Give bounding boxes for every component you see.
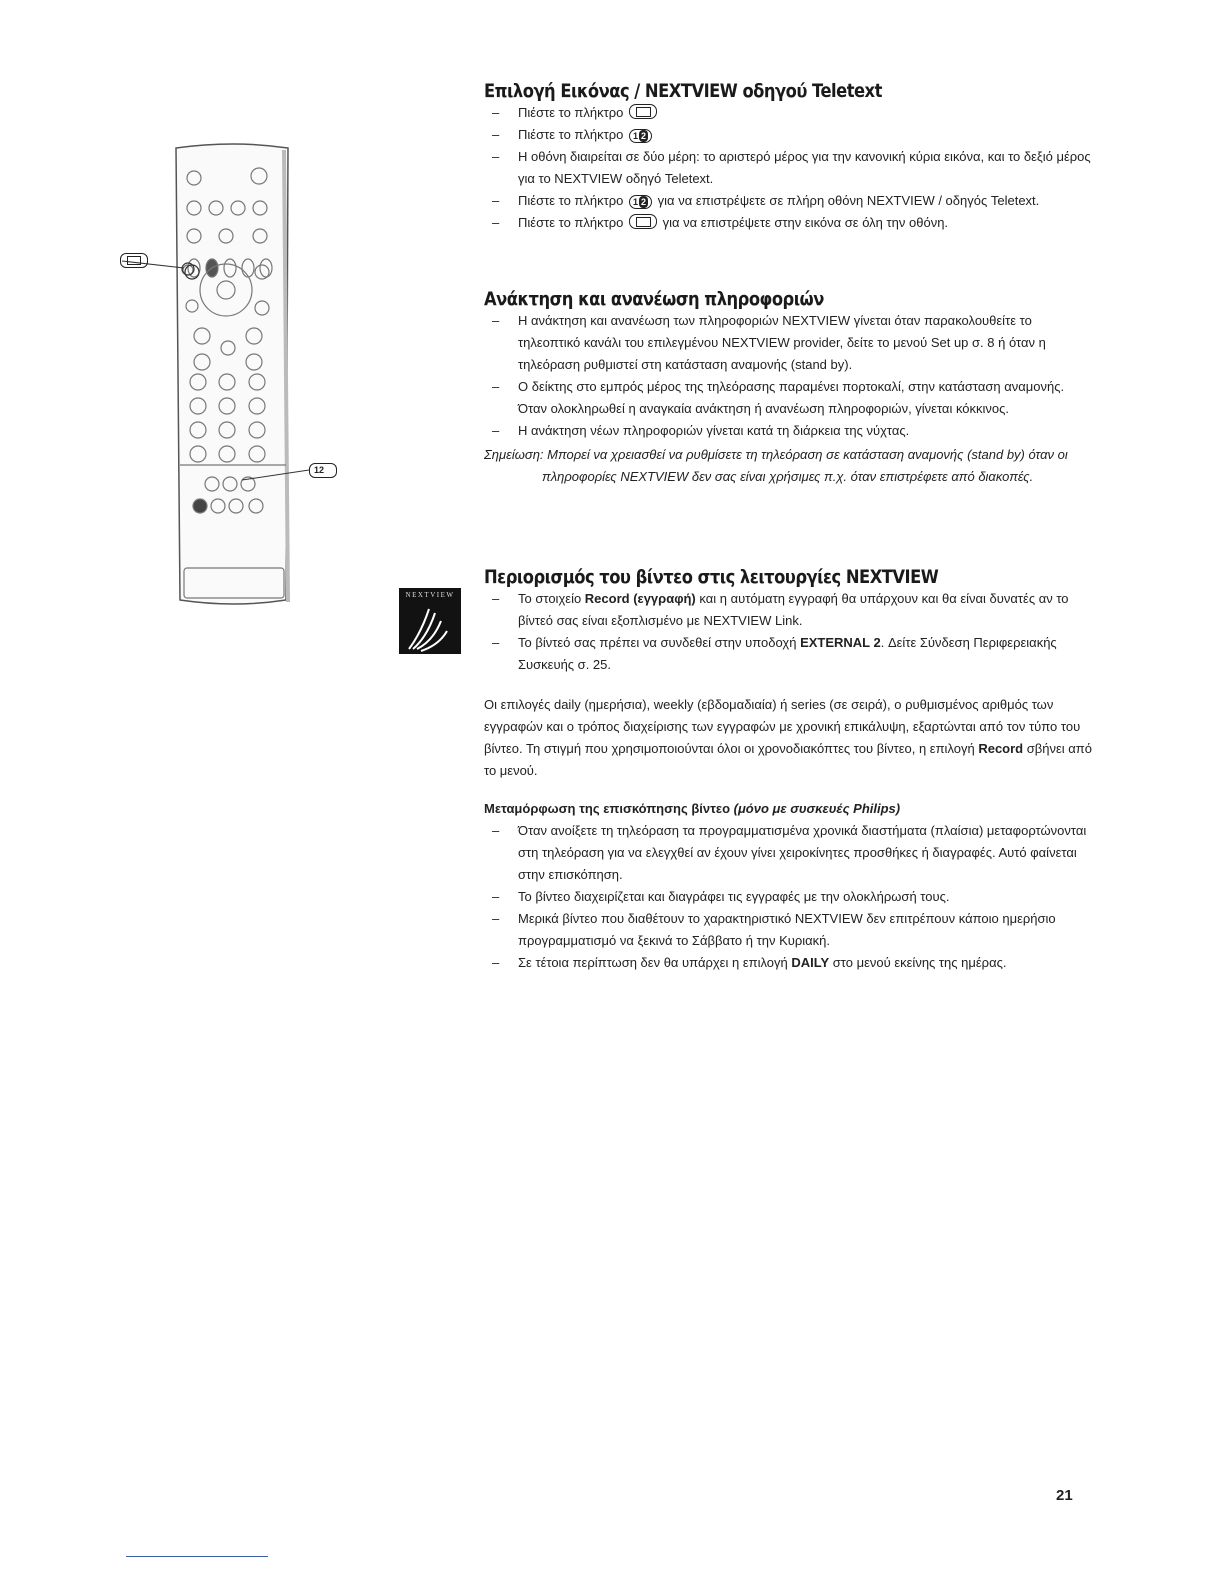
list-item: – Το βίντεό σας πρέπει να συνδεθεί στην υποδοχή EXTERNAL 2. Δείτε Σύνδεση Περιφερειακής Συσκευής σ. 25.	[484, 632, 1094, 676]
nextview-logo: NEXTVIEW	[399, 588, 461, 654]
list-item: – Όταν ανοίξετε τη τηλεόραση τα προγραμματισμένα χρονικά διαστήματα (πλαίσια) μεταφορτώνονται στη τηλεόραση για να ελεγχθεί αν έχουν γίνει χειροκίνητες προσθήκες ή διαγραφές. Αυτό φαίνεται στην επισκόπηση.	[484, 820, 1094, 886]
12-key-callout-icon: 12	[309, 463, 337, 478]
list-item: – Σε τέτοια περίπτωση δεν θα υπάρχει η επιλογή DAILY στο μενού εκείνης της ημέρας.	[484, 952, 1094, 974]
12-key-icon: 1 2	[629, 195, 652, 209]
list-item: – Το βίντεο διαχειρίζεται και διαγράφει τις εγγραφές με την ολοκλήρωσή τους.	[484, 886, 1094, 908]
section-title-picture-selection: Επιλογή Εικόνας / NEXTVIEW οδηγού Teletext	[484, 80, 882, 102]
video-restriction-list	[484, 588, 1094, 676]
retrieval-list	[484, 310, 1094, 442]
nextview-logo-mark-icon	[399, 599, 461, 655]
main-content	[484, 80, 1094, 974]
list-item: – Πιέστε το πλήκτρο 1 2	[484, 124, 1094, 146]
tv-key-callout-icon	[120, 253, 148, 268]
list-item: – Η οθόνη διαιρείται σε δύο μέρη: το αριστερό μέρος για την κανονική κύρια εικόνα, και το δεξιό μέρος για το NEXTVIEW οδηγό Teletext.	[484, 146, 1094, 190]
section-title-retrieval: Ανάκτηση και ανανέωση πληροφοριών	[484, 288, 824, 310]
list-item: – Η ανάκτηση νέων πληροφοριών γίνεται κατά τη διάρκεια της νύχτας.	[484, 420, 1094, 442]
page-number: 21	[1056, 1487, 1073, 1504]
note: Σημείωση: Μπορεί να χρειασθεί να ρυθμίσετε τη τηλεόραση σε κατάσταση αναμονής (stand by) όταν οι πληροφορίες NEXTVIEW δεν σας είναι χρήσιμες π.χ. όταν επιστρέφετε από διακοπές.	[484, 447, 1068, 484]
remote-control-illustration	[114, 140, 354, 610]
tv-key-icon	[629, 104, 657, 119]
list-item: – Το στοιχείο Record (εγγραφή) και η αυτόματη εγγραφή θα υπάρχουν και θα είναι δυνατές αν το βίντεό σας είναι εξοπλισμένο με NEXTVIEW Link.	[484, 588, 1094, 632]
picture-selection-list	[484, 102, 1094, 234]
subheading-video-overview: Μεταμόρφωση της επισκόπησης βίντεο (μόνο με συσκευές Philips)	[484, 801, 901, 816]
tv-key-icon	[629, 214, 657, 229]
list-item: – Πιέστε το πλήκτρο για να επιστρέψετε στην εικόνα σε όλη την οθόνη.	[484, 212, 1094, 234]
list-item: – Πιέστε το πλήκτρο	[484, 102, 1094, 124]
section-title-video-restriction: Περιορισμός του βίντεο στις λειτουργίες NEXTVIEW	[484, 566, 939, 588]
video-overview-list	[484, 820, 1094, 974]
list-item: – Ο δείκτης στο εμπρός μέρος της τηλεόρασης παραμένει πορτοκαλί, στην κατάσταση αναμονής. Όταν ολοκληρωθεί η αναγκαία ανάκτηση ή ανανέωση πληροφοριών, γίνεται κόκκινος.	[484, 376, 1094, 420]
list-item: – Μερικά βίντεο που διαθέτουν το χαρακτηριστικό NEXTVIEW δεν επιτρέπουν κάποιο ημερήσιο προγραμματισμό να ξεκινά το Σάββατο ή την Κυριακή.	[484, 908, 1094, 952]
list-item: – Πιέστε το πλήκτρο 1 2 για να επιστρέψετε σε πλήρη οθόνη NEXTVIEW / οδηγός Teletext.	[484, 190, 1094, 212]
footer-rule	[126, 1556, 268, 1557]
list-item: – Η ανάκτηση και ανανέωση των πληροφοριών NEXTVIEW γίνεται όταν παρακολουθείτε το τηλεοπτικό κανάλι του επιλεγμένου NEXTVIEW provider, δείτε το μενού Set up σ. 8 ή όταν η τηλεόραση ρυθμιστεί στη κατάσταση αναμονής (stand by).	[484, 310, 1094, 376]
12-key-icon: 1 2	[629, 129, 652, 143]
recording-options-paragraph: Οι επιλογές daily (ημερήσια), weekly (εβδομαδιαία) ή series (σε σειρά), ο ρυθμισμένος αριθμός των εγγραφών και ο τρόπος διαχείρισης των εγγραφών με χρονική επικάλυψη, εξαρτώνται από τον τύπο του βίντεο. Τη στιγμή που χρησιμοποιούνται όλοι οι χρονοδιακόπτες του βίντεο, η επιλογή Record σβήνει από το μενού.	[484, 697, 1092, 778]
